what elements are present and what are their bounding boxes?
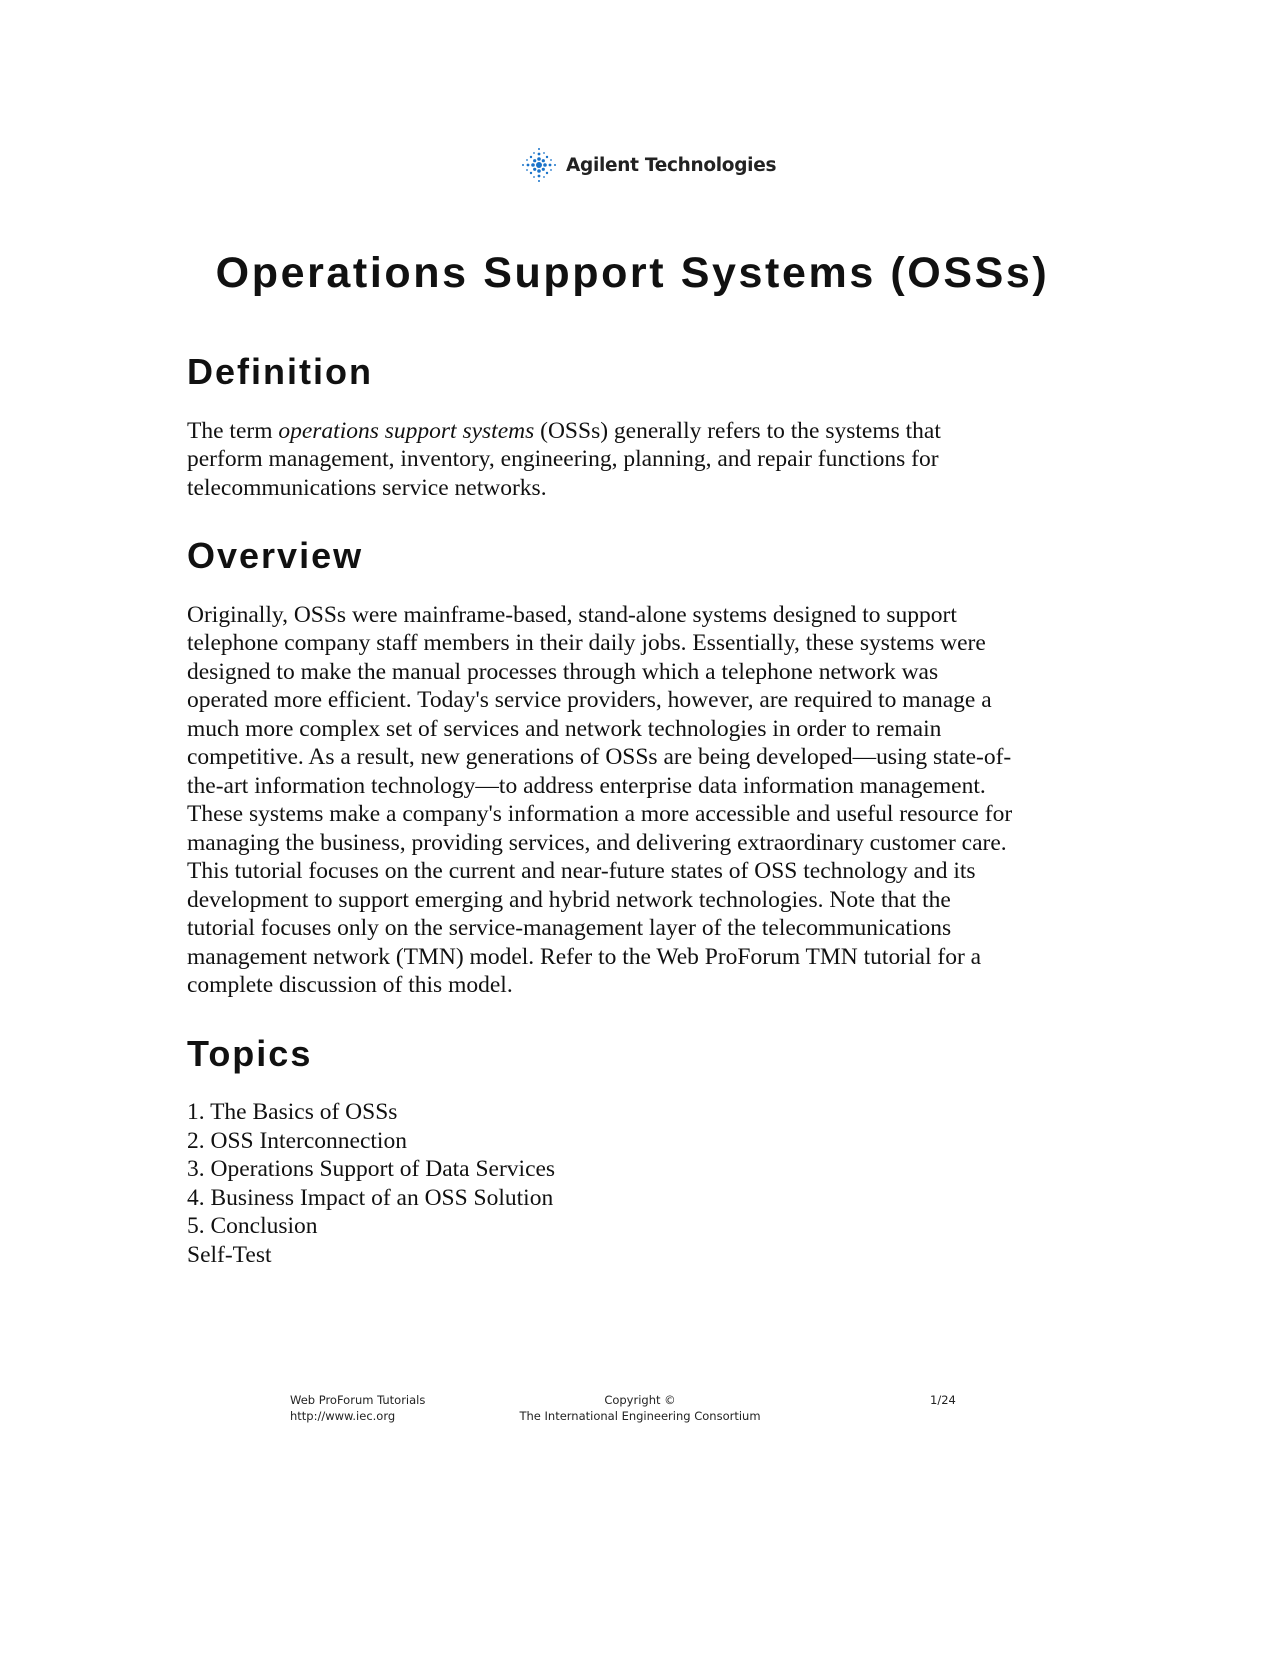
document-body: [187, 352, 1017, 1269]
definition-section: [187, 352, 1017, 502]
footer-organization: The International Engineering Consortium: [519, 1409, 761, 1423]
definition-heading: Definition: [187, 351, 373, 392]
topic-item[interactable]: 5. Conclusion: [187, 1213, 318, 1240]
overview-paragraph: Originally, OSSs were mainframe-based, stand-alone systems designed to support telephone company staff members in their daily jobs. Essentially, these systems were designed to make the manual processes through which a telephone network was operated more efficient. Today's service providers, however, are required to manage a much more complex set of services and network technologies in order to remain competitive. As a result, new generations of OSSs are being developed—using state-of-the-art information technology—to address enterprise data information management. These systems make a company's information a more accessible and useful resource for managing the business, providing services, and delivering extraordinary customer care.: [187, 601, 1013, 856]
overview-paragraph: This tutorial focuses on the current and near-future states of OSS technology and its development to support emerging and hybrid network technologies. Note that the tutorial focuses only on the service-management layer of the telecommunications management network (TMN) model. Refer to the Web ProForum TMN tutorial for a complete discussion of this model.: [187, 858, 982, 999]
page-number: 1/24: [930, 1393, 956, 1407]
agilent-spark-icon: [520, 145, 558, 185]
definition-text-end: (OSSs) generally refers to the systems that perform management, inventory, engineering, planning, and repair functions for telecommunications service networks.: [187, 417, 941, 501]
overview-section: [187, 536, 1017, 1000]
topic-item[interactable]: 1. The Basics of OSSs: [187, 1099, 398, 1126]
brand-name: Agilent Technologies: [566, 154, 777, 176]
document-title: Operations Support Systems (OSSs): [215, 249, 1050, 297]
footer-publication: Web ProForum Tutorials: [290, 1393, 426, 1407]
topics-heading: Topics: [187, 1032, 313, 1074]
overview-heading: Overview: [187, 535, 364, 577]
footer-right: [930, 1392, 956, 1408]
footer-center: [480, 1392, 800, 1424]
topics-section: [187, 1034, 1017, 1270]
footer-copyright: Copyright ©: [604, 1393, 676, 1407]
definition-text-start: The term: [187, 417, 279, 444]
definition-term: operations support systems: [278, 417, 535, 444]
topic-item[interactable]: 4. Business Impact of an OSS Solution: [187, 1184, 554, 1211]
definition-paragraph: [187, 417, 1017, 503]
topic-item[interactable]: 3. Operations Support of Data Services: [187, 1156, 556, 1183]
topics-list: [187, 1098, 1017, 1269]
footer-url-link[interactable]: http://www.iec.org: [290, 1409, 396, 1423]
footer-left: [290, 1392, 425, 1424]
topic-item[interactable]: Self-Test: [187, 1241, 272, 1268]
topic-item[interactable]: 2. OSS Interconnection: [187, 1127, 407, 1154]
brand-logo: [520, 145, 776, 185]
